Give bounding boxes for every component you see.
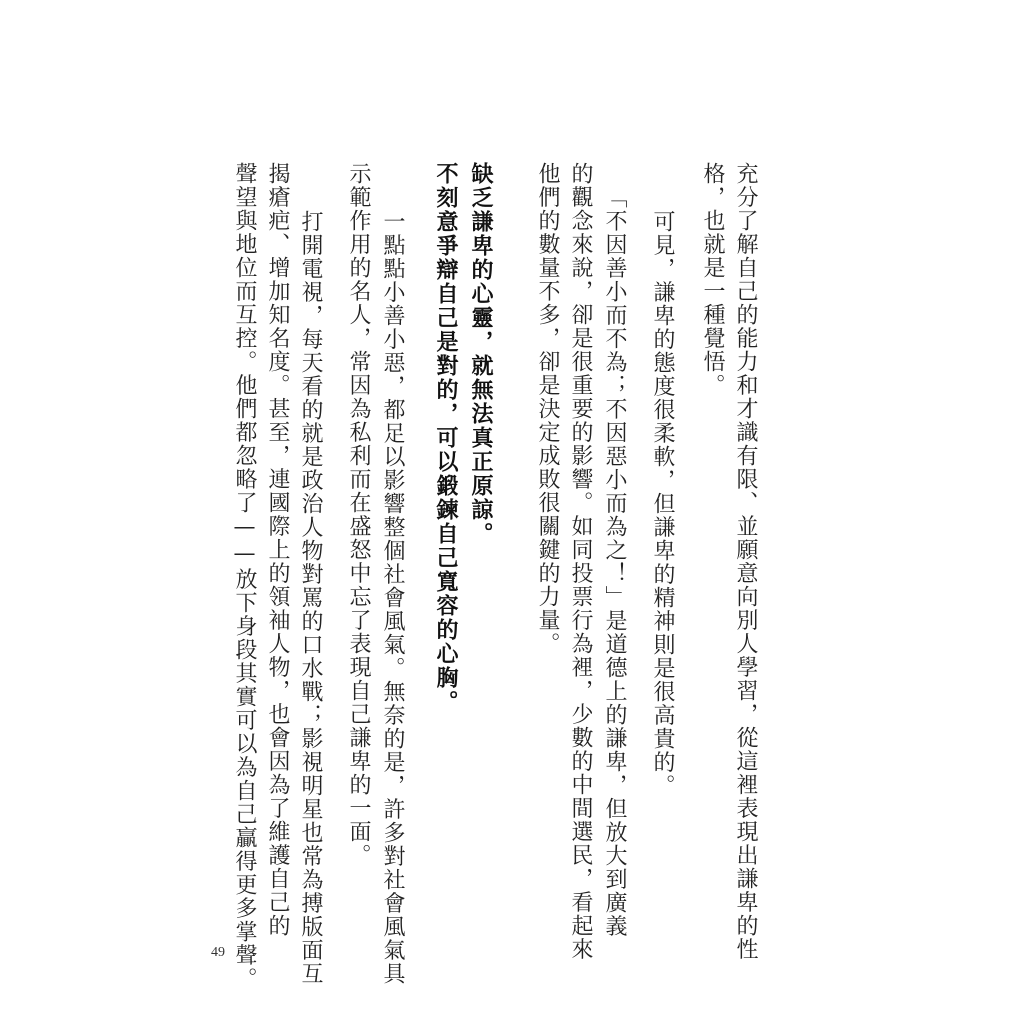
text-column-6: 他們的數量不多，卻是決定成敗很關鍵的力量。: [535, 162, 560, 656]
heading-line-2: 不刻意爭辯自己是對的，可以鍛鍊自己寬容的心胸。: [433, 162, 458, 714]
heading-line-1: 缺乏謙卑的心靈，就無法真正原諒。: [468, 162, 493, 546]
text-column-10: 揭瘡疤、增加知名度。甚至，連國際上的領袖人物，也會因為了維護自己的: [265, 162, 290, 938]
text-column-11: 聲望與地位而互控。他們都忽略了——放下身段其實可以為自己贏得更多掌聲。: [232, 162, 257, 991]
text-column-4: 「不因善小而不為；不因惡小而為之！」是道德上的謙卑，但放大到廣義: [602, 186, 627, 938]
page-number: 49: [211, 945, 225, 960]
text-column-1: 充分了解自己的能力和才識有限、並願意向別人學習，從這裡表現出謙卑的性: [733, 162, 758, 961]
text-column-8: 示範作用的名人，常因為私利而在盛怒中忘了表現自己謙卑的一面。: [346, 162, 371, 867]
text-column-9: 打開電視，每天看的就是政治人物對罵的口水戰；影視明星也常為搏版面互: [298, 210, 323, 986]
text-column-2: 格，也就是一種覺悟。: [700, 162, 725, 397]
text-column-7: 一點點小善小惡，都足以影響整個社會風氣。無奈的是，許多對社會風氣具: [380, 210, 405, 986]
text-column-3: 可見，謙卑的態度很柔軟，但謙卑的精神則是很高貴的。: [650, 210, 675, 798]
text-column-5: 的觀念來說，卻是很重要的影響。如同投票行為裡，少數的中間選民，看起來: [568, 162, 593, 961]
